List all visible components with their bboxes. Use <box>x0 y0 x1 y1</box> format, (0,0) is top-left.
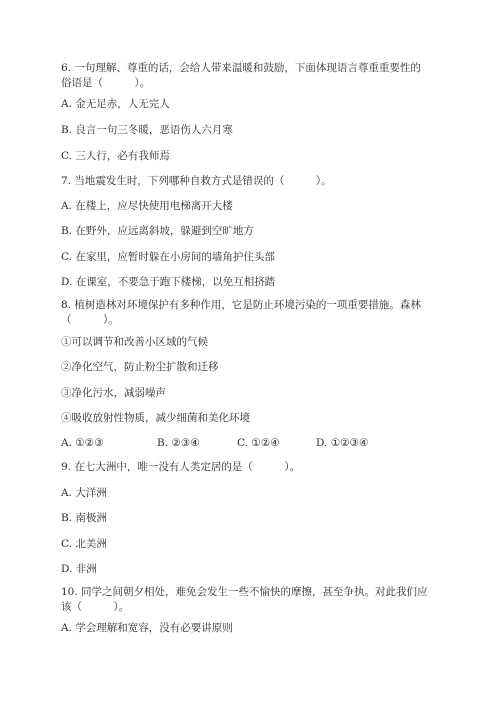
question-8-stem-line-2: （ ）。 <box>61 314 119 326</box>
question-9-option-d: D. 非洲 <box>61 563 97 575</box>
question-9-option-b: B. 南极洲 <box>61 512 107 524</box>
question-6-option-b: B. 良言一句三冬暖，恶语伤人六月寒 <box>61 124 233 136</box>
question-8-stem-line-1: 8. 植树造林对环境保护有多种作用，它是防止环境污染的一项重要措施。森林 <box>61 299 421 311</box>
question-6-option-a: A. 金无足赤，人无完人 <box>61 98 170 110</box>
question-7-option-d: D. 在课室，不要急于跑下楼梯，以免互相挤踏 <box>61 276 276 288</box>
question-9-stem: 9. 在七大洲中，唯一没有人类定居的是（ ）。 <box>61 461 301 473</box>
question-8-statement-3: ③净化污水，减弱噪声 <box>61 387 166 399</box>
question-9-option-c: C. 北美洲 <box>61 538 107 550</box>
question-8-option-b: B. ②③④ <box>157 437 200 449</box>
question-10-option-a: A. 学会理解和宽容，没有必要讲原则 <box>61 622 233 634</box>
question-9-option-a: A. 大洋洲 <box>61 487 107 499</box>
question-6-stem-line-2: 俗语是（ ）。 <box>61 77 151 89</box>
question-10-stem-line-1: 10. 同学之间朝夕相处，难免会发生一些不愉快的摩擦，甚至争执。对此我们应 <box>61 586 428 598</box>
question-8-option-c: C. ①②④ <box>237 437 280 449</box>
question-7-option-c: C. 在家里，应暂时躲在小房间的墙角护住头部 <box>61 251 275 263</box>
question-8-option-a: A. ①②③ <box>61 437 104 449</box>
question-8-option-d: D. ①②③④ <box>316 437 369 449</box>
question-7-stem: 7. 当地震发生时，下列哪种自救方式是错误的（ ）。 <box>61 175 332 187</box>
question-8-statement-2: ②净化空气，防止粉尘扩散和迁移 <box>61 361 219 373</box>
question-8-statement-1: ①可以调节和改善小区域的气候 <box>61 336 208 348</box>
question-6-option-c: C. 三人行，必有我师焉 <box>61 150 170 162</box>
question-10-stem-line-2: 该（ ）。 <box>61 601 130 613</box>
question-7-option-a: A. 在楼上，应尽快使用电梯离开大楼 <box>61 200 233 212</box>
question-7-option-b: B. 在野外，应远离斜坡，躲避到空旷地方 <box>61 225 254 237</box>
question-8-statement-4: ④吸收放射性物质，减少细菌和美化环境 <box>61 412 250 424</box>
question-6-stem-line-1: 6. 一句理解、尊重的话，会给人带来温暖和鼓励，下面体现语言尊重重要性的 <box>61 62 421 74</box>
